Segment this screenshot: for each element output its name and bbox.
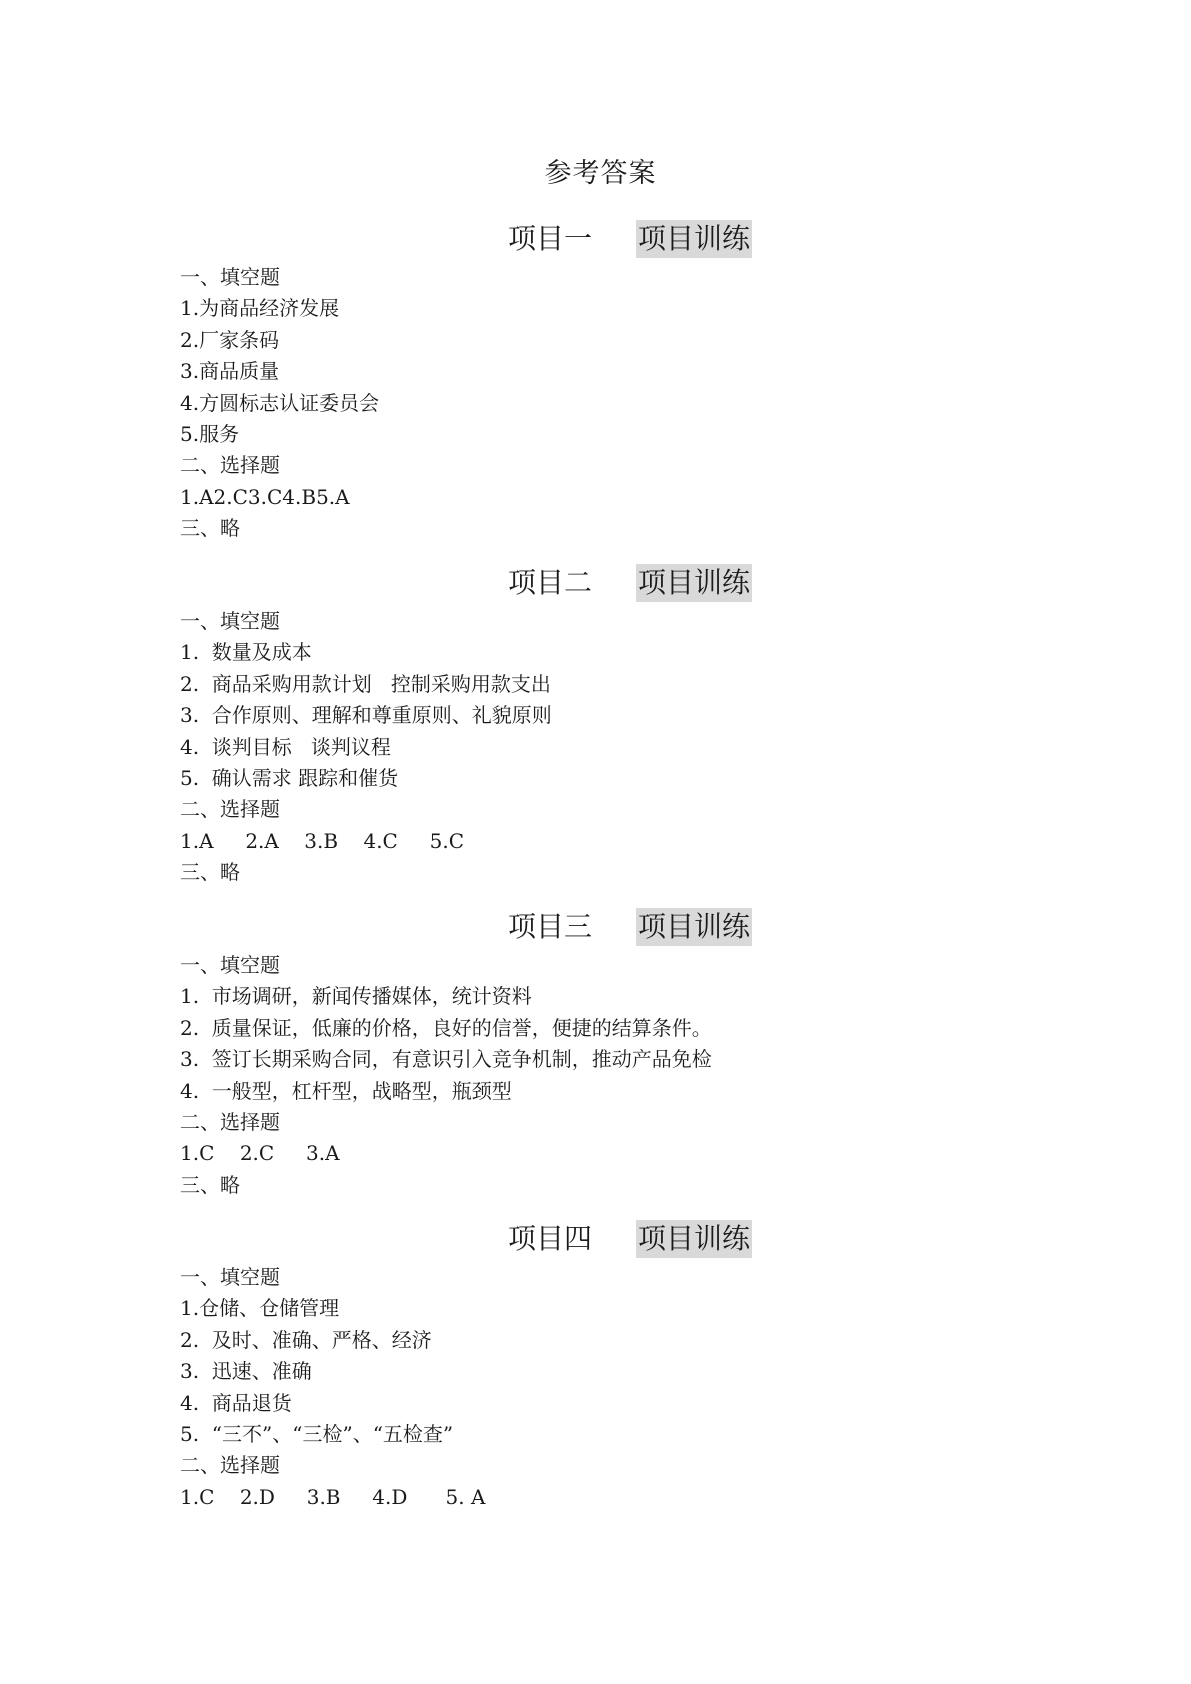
answer-line: 三、略 (180, 860, 240, 885)
answer-line: 1.C 2.C 3.A (180, 1141, 340, 1166)
section-project-4 (180, 1218, 1080, 1513)
answer-line: 5.服务 (180, 421, 240, 446)
section-training-label: 项目训练 (636, 564, 752, 602)
section-heading (180, 1218, 1080, 1260)
answer-line: 二、选择题 (180, 1109, 280, 1134)
answer-line: 一、填空题 (180, 953, 280, 977)
answer-line: 一、填空题 (180, 265, 280, 289)
section-name: 项目二 (507, 566, 592, 599)
answer-line: 5. “三不”、“三检”、“五检查” (180, 1421, 454, 1446)
section-heading (180, 218, 1080, 260)
answer-line: 1.A2.C3.C4.B5.A (180, 484, 350, 509)
answer-line: 4.方圆标志认证委员会 (180, 390, 380, 415)
answer-line: 1. 数量及成本 (180, 640, 312, 665)
section-heading (180, 562, 1080, 604)
section-heading (180, 906, 1080, 948)
answer-line: 2. 质量保证，低廉的价格，良好的信誉，便捷的结算条件。 (180, 1015, 712, 1040)
answer-line: 3. 签订长期采购合同，有意识引入竞争机制，推动产品免检 (180, 1047, 712, 1072)
answer-line: 三、略 (180, 516, 240, 541)
section-name: 项目三 (507, 910, 592, 943)
answer-line: 三、略 (180, 1172, 240, 1197)
answer-line: 2. 商品采购用款计划 控制采购用款支出 (180, 671, 551, 696)
answer-line: 1.仓储、仓储管理 (180, 1296, 340, 1321)
answer-line: 4. 谈判目标 谈判议程 (180, 734, 391, 759)
answer-line: 一、填空题 (180, 609, 280, 633)
answer-line: 二、选择题 (180, 1453, 280, 1478)
answer-line: 二、选择题 (180, 797, 280, 822)
section-training-label: 项目训练 (636, 1220, 752, 1258)
answer-line: 3.商品质量 (180, 359, 280, 384)
section-name: 项目四 (507, 1222, 592, 1255)
answer-line: 一、填空题 (180, 1265, 280, 1289)
section-training-label: 项目训练 (636, 908, 752, 946)
answer-line: 4. 一般型，杠杆型，战略型，瓶颈型 (180, 1078, 512, 1103)
answer-line: 4. 商品退货 (180, 1390, 292, 1415)
section-project-2 (180, 562, 1080, 889)
answer-line: 1. 市场调研，新闻传播媒体，统计资料 (180, 984, 532, 1009)
answer-line: 3. 合作原则、理解和尊重原则、礼貌原则 (180, 703, 552, 728)
document-title: 参考答案 (544, 158, 657, 189)
answer-line: 1.C 2.D 3.B 4.D 5. A (180, 1484, 486, 1509)
answer-line: 2.厂家条码 (180, 327, 280, 352)
answer-line: 2. 及时、准确、严格、经济 (180, 1327, 432, 1352)
answer-line: 1.为商品经济发展 (180, 296, 340, 321)
section-training-label: 项目训练 (636, 220, 752, 258)
answer-line: 二、选择题 (180, 453, 280, 478)
answer-line: 1.A 2.A 3.B 4.C 5.C (180, 828, 465, 853)
section-project-1 (180, 218, 1080, 545)
answer-line: 5. 确认需求 跟踪和催货 (180, 765, 399, 790)
section-name: 项目一 (507, 222, 592, 255)
answer-line: 3. 迅速、准确 (180, 1359, 312, 1384)
section-project-3 (180, 906, 1080, 1201)
